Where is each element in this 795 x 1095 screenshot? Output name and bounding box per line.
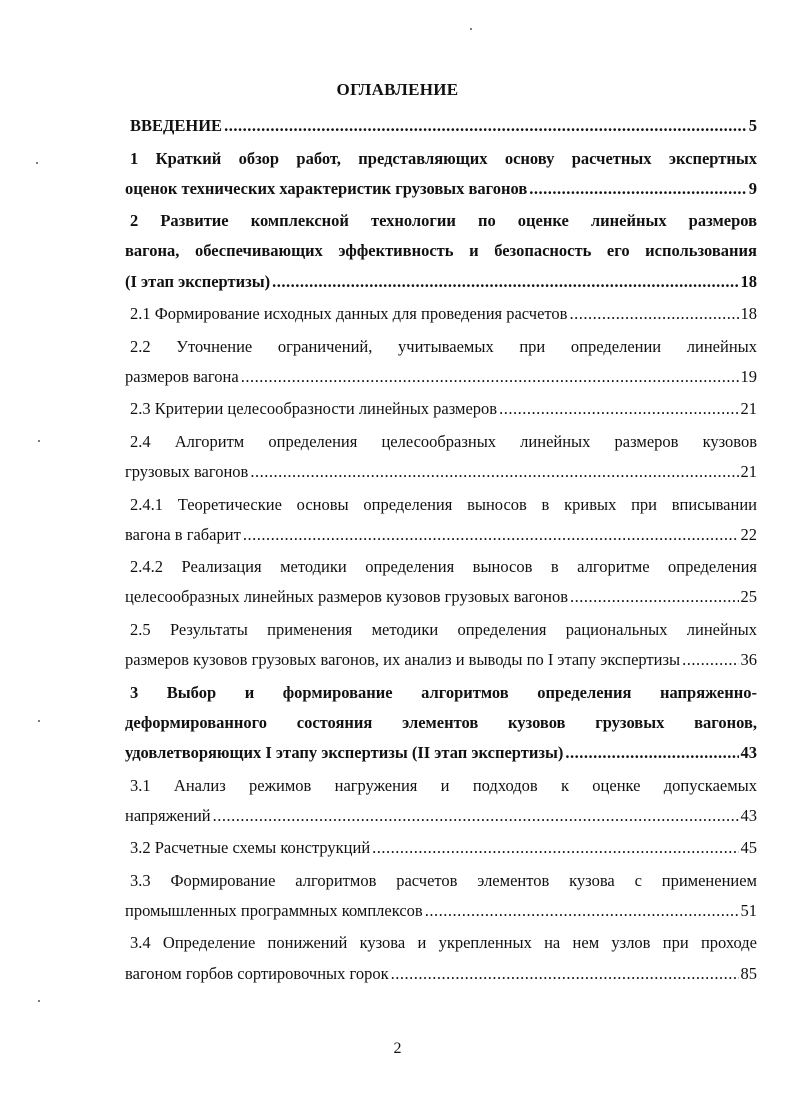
dot-leader bbox=[213, 801, 739, 831]
dot-leader bbox=[241, 362, 739, 392]
dot-leader bbox=[570, 582, 739, 612]
toc-entry-line: 3.4 Определение понижений кузова и укрепленных на нем узлов при проходе bbox=[130, 933, 757, 953]
toc-entry-title: вагоном горбов сортировочных горок bbox=[125, 963, 389, 983]
toc-entry-line: 1 Краткий обзор работ, представляющих основу расчетных экспертных bbox=[130, 148, 757, 168]
toc-page-number: 43 bbox=[740, 805, 757, 825]
toc-entry[interactable] bbox=[125, 866, 757, 926]
toc-entry[interactable] bbox=[125, 615, 757, 675]
toc-entry-title: 3.2 Расчетные схемы конструкций bbox=[130, 838, 371, 858]
dot-leader bbox=[372, 833, 738, 863]
toc-entry-line: 2.4.2 Реализация методики определения выносов в алгоритме определения bbox=[130, 557, 757, 577]
toc-page-number: 5 bbox=[748, 116, 757, 135]
toc-page-number: 36 bbox=[740, 650, 757, 670]
toc-entry[interactable] bbox=[125, 771, 757, 831]
toc-entry[interactable] bbox=[125, 299, 757, 329]
toc-page-number: 51 bbox=[740, 900, 757, 920]
scan-speck bbox=[38, 1000, 40, 1002]
toc-entry-title: 2.1 Формирование исходных данных для проведения расчетов bbox=[130, 304, 568, 324]
toc-entry[interactable] bbox=[125, 678, 757, 769]
toc-entry-title: напряжений bbox=[125, 805, 211, 825]
scan-speck bbox=[38, 720, 40, 722]
toc-entry-title: размеров кузовов грузовых вагонов, их анализ и выводы по I этапу экспертизы bbox=[125, 650, 681, 670]
toc-entry-line: 2.5 Результаты применения методики определения рациональных линейных bbox=[130, 619, 757, 639]
toc-entry-line: вагона, обеспечивающих эффективность и безопасность его использования bbox=[125, 241, 757, 261]
toc-page-number: 21 bbox=[740, 399, 757, 419]
toc-entry-line: 2.4 Алгоритм определения целесообразных линейных размеров кузовов bbox=[130, 431, 757, 451]
scan-speck bbox=[36, 162, 38, 164]
scan-speck bbox=[38, 440, 40, 442]
toc-entry-line: 2.4.1 Теоретические основы определения выносов в кривых при вписывании bbox=[130, 494, 757, 514]
toc-entry-title: ВВЕДЕНИЕ bbox=[130, 116, 223, 135]
toc-entry[interactable] bbox=[125, 394, 757, 424]
toc-entry-line: деформированного состояния элементов кузовов грузовых вагонов, bbox=[125, 712, 757, 732]
toc-entry[interactable] bbox=[125, 111, 757, 141]
toc-entry[interactable] bbox=[125, 833, 757, 863]
dot-leader bbox=[499, 394, 738, 424]
toc-entry[interactable] bbox=[125, 928, 757, 988]
toc-entry-line: 3.3 Формирование алгоритмов расчетов элементов кузова с применением bbox=[130, 870, 757, 890]
dot-leader bbox=[682, 645, 738, 675]
toc-entry[interactable] bbox=[125, 490, 757, 550]
dot-leader bbox=[243, 520, 739, 550]
page-number: 2 bbox=[393, 1040, 402, 1057]
toc-entry-title: промышленных программных комплексов bbox=[125, 900, 423, 920]
toc-page-number: 43 bbox=[740, 743, 757, 763]
dot-leader bbox=[224, 111, 747, 141]
toc-entry-title: размеров вагона bbox=[125, 366, 239, 386]
dot-leader bbox=[391, 959, 739, 989]
dot-leader bbox=[529, 174, 746, 204]
toc-page-number: 25 bbox=[740, 587, 757, 607]
toc-page-number: 21 bbox=[740, 462, 757, 482]
table-of-contents bbox=[125, 111, 757, 991]
dot-leader bbox=[272, 267, 738, 297]
toc-page-number: 19 bbox=[740, 366, 757, 386]
dot-leader bbox=[569, 299, 738, 329]
toc-entry[interactable] bbox=[125, 427, 757, 487]
toc-entry-title: (I этап экспертизы) bbox=[125, 271, 271, 291]
toc-entry-title: 2.3 Критерии целесообразности линейных размеров bbox=[130, 399, 498, 419]
toc-entry-title: удовлетворяющих I этапу экспертизы (II этап экспертизы) bbox=[125, 743, 564, 763]
toc-entry-title: вагона в габарит bbox=[125, 524, 241, 544]
toc-entry-line: 3.1 Анализ режимов нагружения и подходов к оценке допускаемых bbox=[130, 775, 757, 795]
toc-entry[interactable] bbox=[125, 144, 757, 204]
toc-entry-title: целесообразных линейных размеров кузовов грузовых вагонов bbox=[125, 587, 568, 607]
toc-entry[interactable] bbox=[125, 206, 757, 297]
toc-entry-title: оценок технических характеристик грузовых вагонов bbox=[125, 178, 528, 198]
dot-leader bbox=[425, 896, 739, 926]
toc-entry-title: грузовых вагонов bbox=[125, 462, 249, 482]
scan-speck bbox=[470, 28, 472, 30]
dot-leader bbox=[565, 738, 738, 768]
dot-leader bbox=[250, 457, 738, 487]
toc-page-number: 85 bbox=[740, 963, 757, 983]
toc-entry[interactable] bbox=[125, 552, 757, 612]
toc-entry[interactable] bbox=[125, 332, 757, 392]
toc-page-number: 22 bbox=[740, 524, 757, 544]
toc-entry-line: 3 Выбор и формирование алгоритмов определения напряженно- bbox=[130, 682, 757, 702]
toc-entry-line: 2 Развитие комплексной технологии по оценке линейных размеров bbox=[130, 211, 757, 231]
toc-page-number: 18 bbox=[740, 271, 757, 291]
toc-page-number: 18 bbox=[740, 304, 757, 324]
page-title: ОГЛАВЛЕНИЕ bbox=[336, 80, 459, 99]
toc-page-number: 45 bbox=[740, 838, 757, 858]
toc-entry-line: 2.2 Уточнение ограничений, учитываемых при определении линейных bbox=[130, 336, 757, 356]
toc-page-number: 9 bbox=[748, 178, 757, 198]
